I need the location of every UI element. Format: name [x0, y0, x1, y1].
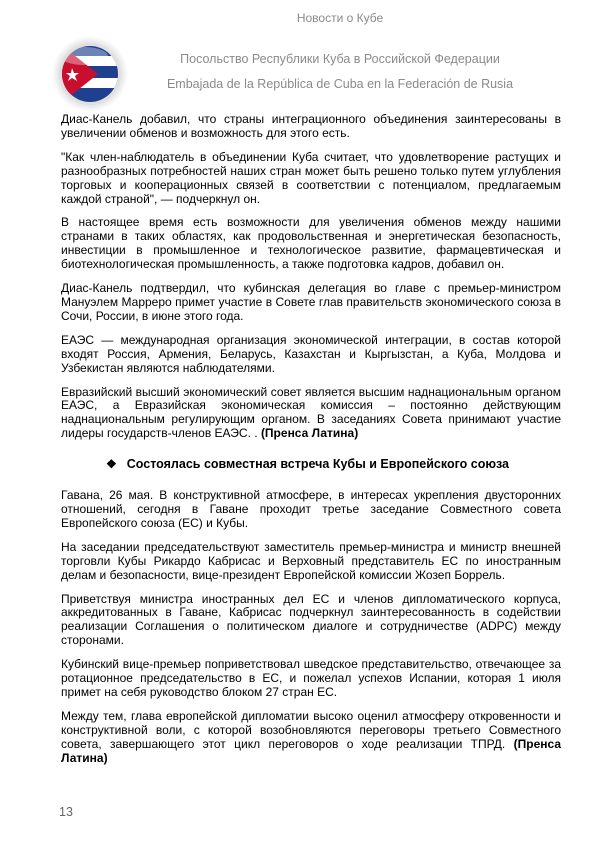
- paragraph: Гавана, 26 мая. В конструктивной атмосфере, в интересах укрепления двусторонних отношений, сегодня в Гаване проходит третье заседание Совместного совета Европейского союза (ЕС) и Кубы.: [61, 488, 561, 530]
- diamond-bullet-icon: ❖: [106, 457, 117, 472]
- paragraph-text: Евразийский высший экономический совет является высшим наднациональным органом ЕАЭС, а Евразийская экономическая комиссия – постоянно действующим наднациональным регулирующим органом. В заседаниях Совета принимают участие лидеры государств-членов ЕАЭС. .: [61, 384, 561, 441]
- paragraph: "Как член-наблюдатель в объединении Куба считает, что удовлетворение растущих и разнообразных потребностей наших стран может быть решено только путем углубления торговых и кооперационных связей в соответствии с потенциалом, предлагаемым каждой страной", — подчеркнул он.: [61, 149, 561, 206]
- header-embassy-ru: Посольство Республики Куба в Российской Федерации: [180, 52, 500, 66]
- paragraph: Кубинский вице-премьер поприветствовал шведское представительство, отвечающее за ротационное председательство в ЕС, и пожелал успехов Испании, которая 1 июля примет на себя руководство блоком 27 стран ЕС.: [61, 657, 561, 699]
- header-title: Новости о Кубе: [296, 11, 384, 25]
- paragraph: Диас-Канель добавил, что страны интеграционного объединения заинтересованы в увеличении обменов и возможность для этого есть.: [61, 112, 561, 140]
- page-number: 13: [59, 805, 73, 819]
- article-body: [61, 113, 561, 776]
- paragraph: [61, 710, 561, 766]
- paragraph: Диас-Канель подтвердил, что кубинская делегация во главе с премьер-министром Мануэлем Марреро примет участие в Совете глав правительств экономического союза в Сочи, России, в июне этого года.: [61, 281, 561, 323]
- header-embassy-es: Embajada de la República de Cuba en la Federación de Rusia: [166, 77, 514, 91]
- source-credit: (Пренса Латина): [260, 426, 359, 441]
- paragraph-text: Между тем, глава европейской дипломатии высоко оценил атмосферу откровенности и конструктивной воли, с которой возобновляются переговоры третьего Совместного совета, завершающего этот цикл переговоров о ходе реализации ТПРД.: [61, 708, 561, 751]
- source-credit: (Пренса Латина): [61, 736, 561, 765]
- paragraph: На заседании председательствуют заместитель премьер-министра и министр внешней торговли Кубы Рикардо Кабрисас и Верховный представитель ЕС по иностранным делам и безопасности, вице-президент Европейской комиссии Жозеп Боррель.: [61, 539, 561, 582]
- paragraph: ЕАЭС — международная организация экономической интеграции, в состав которой входят Россия, Армения, Беларусь, Казахстан и Кыргызстан, а Куба, Молдова и Узбекистан являются наблюдателями.: [61, 332, 561, 375]
- paragraph: В настоящее время есть возможности для увеличения обменов между нашими странами в таких областях, как продовольственная и энергетическая безопасность, инвестиции в промышленное и технологическое развитие, фармацевтическая и биотехнологическая промышленность, а также подготовка кадров, добавил он.: [61, 215, 561, 272]
- article-heading: [106, 457, 561, 471]
- cuban-flag-emblem-icon: [50, 34, 130, 114]
- paragraph: Приветствуя министра иностранных дел ЕС и членов дипломатического корпуса, аккредитованных в Гаване, Кабрисас подчеркнул заинтересованность в содействии реализации Соглашения о политическом диалоге и сотрудничестве (ADPC) между сторонами.: [61, 591, 561, 648]
- paragraph: [61, 386, 561, 442]
- article-title: Состоялась совместная встреча Кубы и Европейского союза: [126, 457, 510, 472]
